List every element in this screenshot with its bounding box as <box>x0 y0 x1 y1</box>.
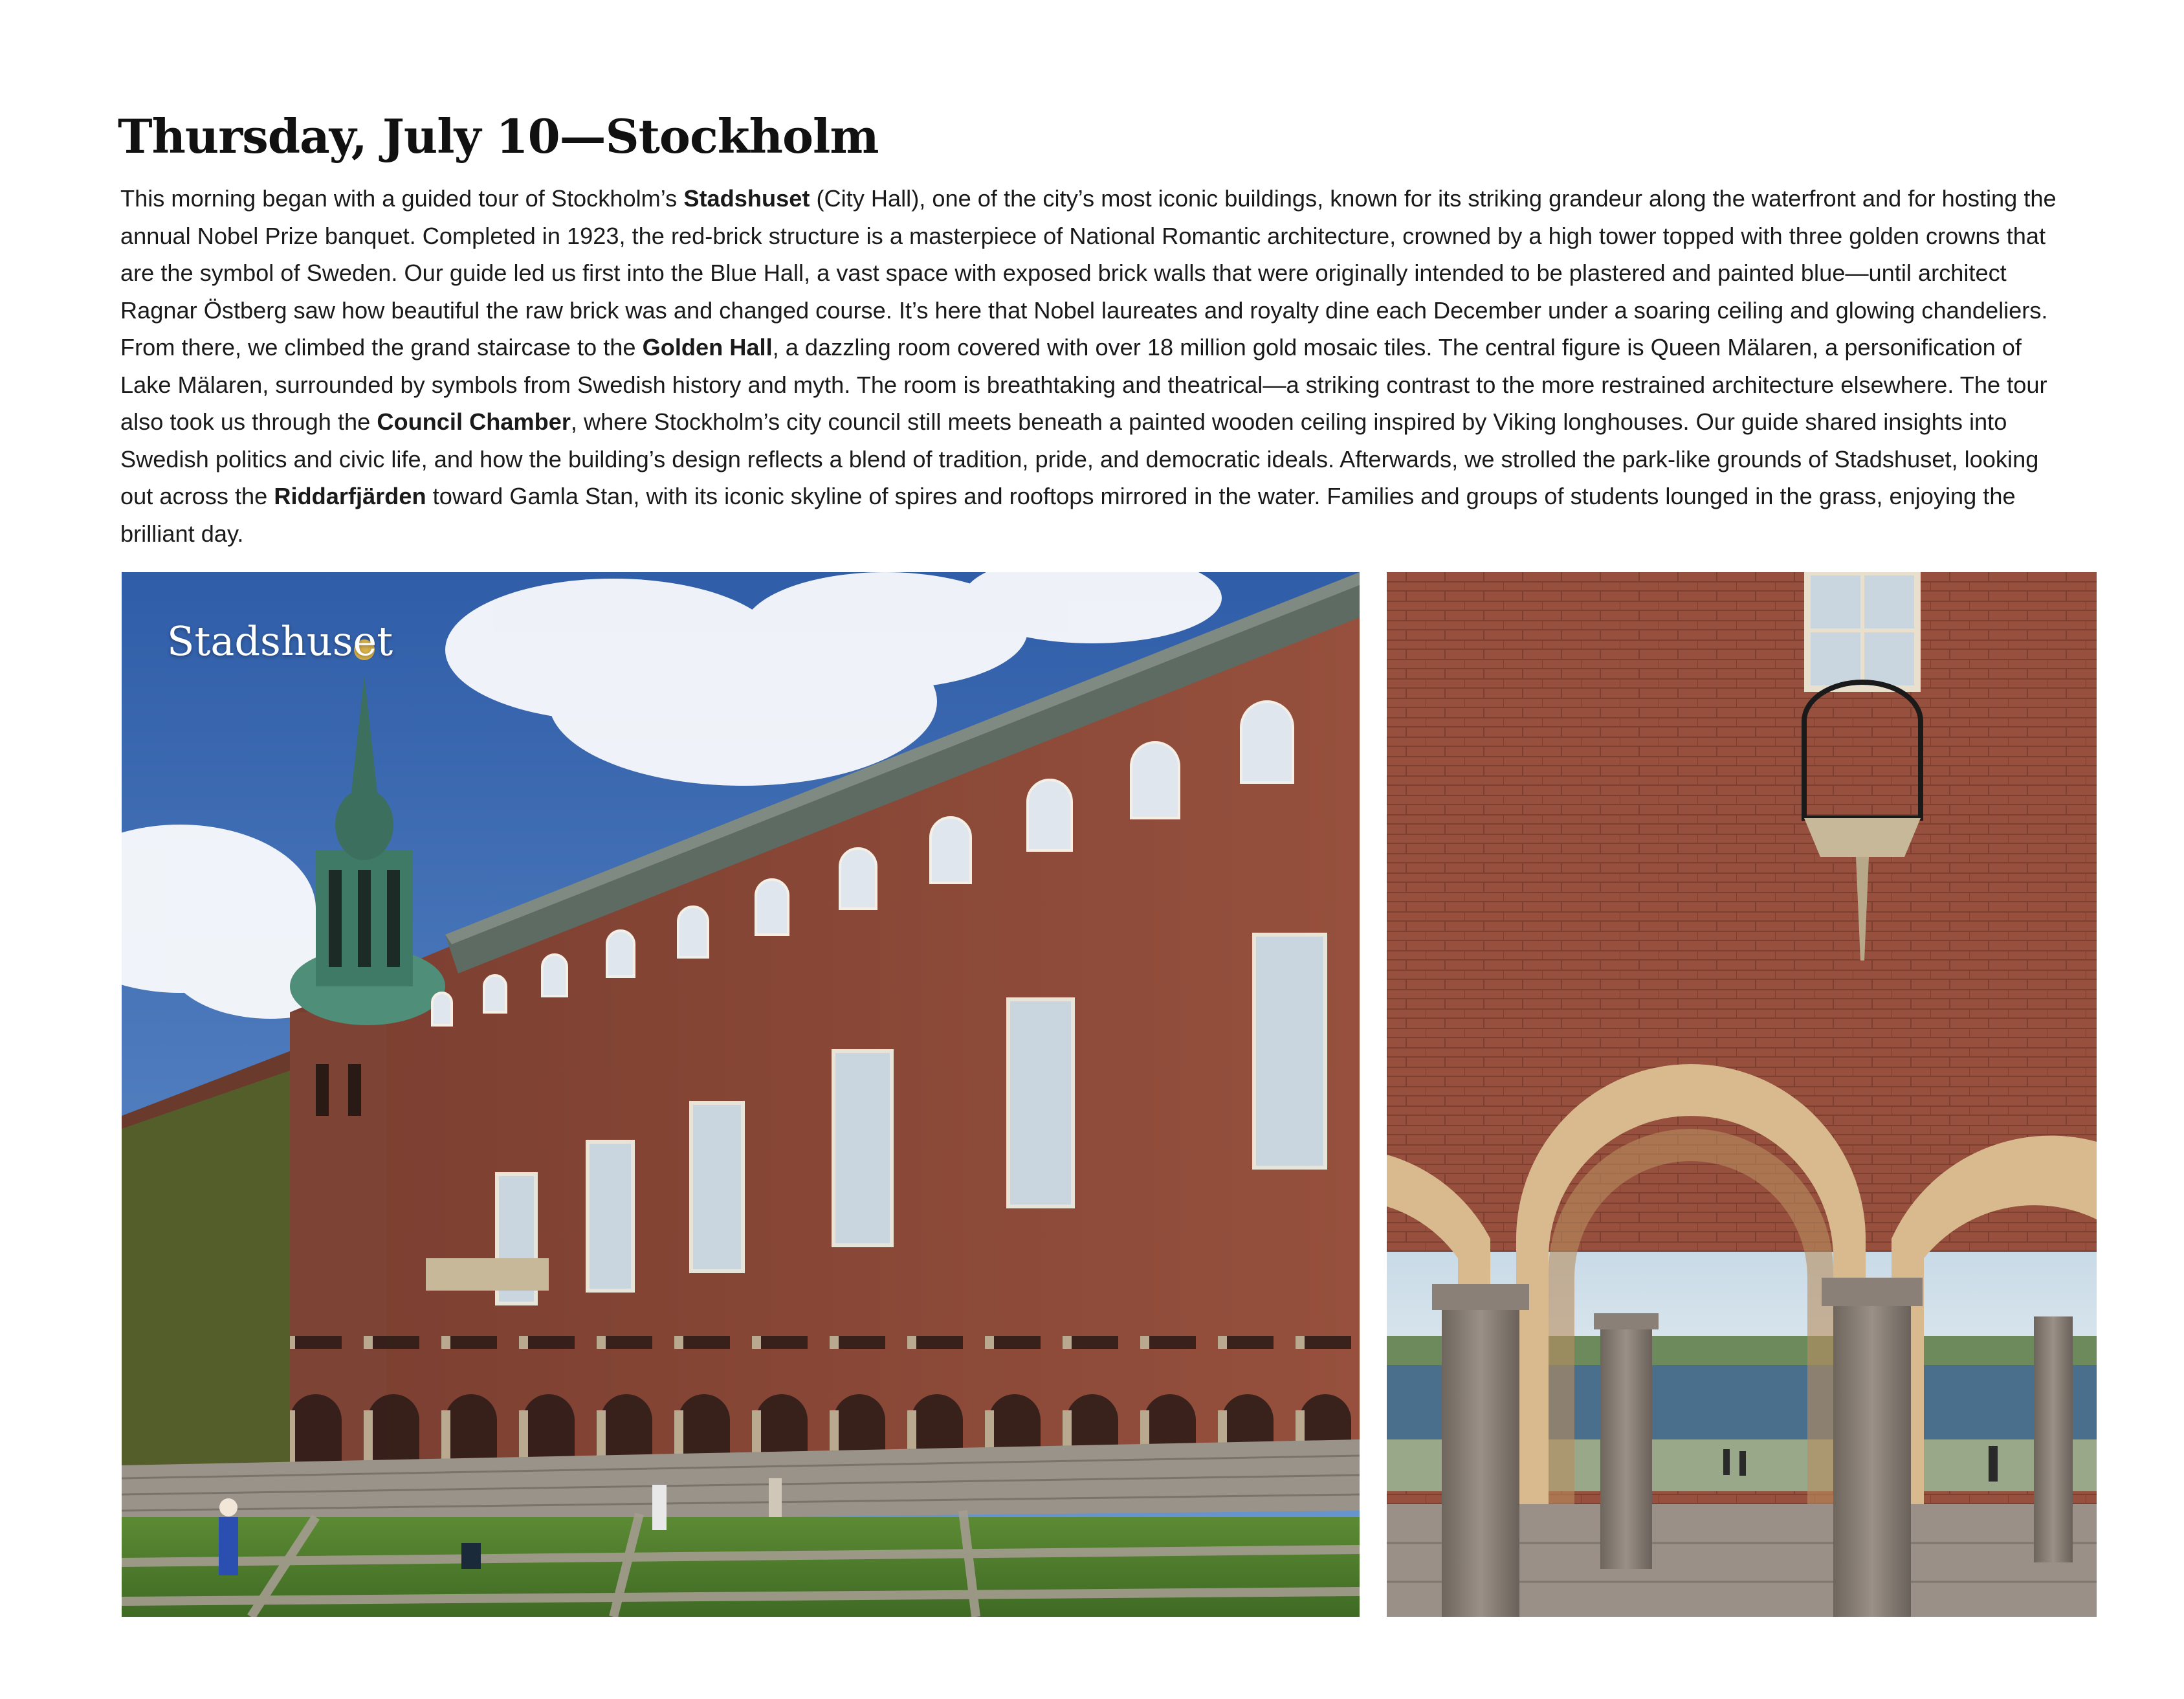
page-title: Thursday, July 10—Stockholm <box>118 109 879 164</box>
photo-caption: Stadshuset <box>167 617 393 665</box>
body-text-bold-stadshuset: Stadshuset <box>683 185 810 212</box>
body-text-segment: (City Hall), one of the city’s most iconic buildings, known for its striking grandeur along the waterfront and for hosting the annual Nobel Prize banquet. Completed in 1923, the red-brick structure is a masterpiece of National Romantic architecture, crowned by a high tower topped with three golden crowns that are the symbol of Sweden. Our guide led us first into the Blue Hall, a vast space with exposed brick walls that were originally intended to be plastered and painted blue—until architect Ragnar Östberg saw how beautiful the raw brick was and changed course. It’s here that Nobel laureates and royalty dine each December under a soaring ceiling and glowing chandeliers. From there, we climbed the grand staircase to the <box>120 185 2057 361</box>
body-text-bold-riddarfjarden: Riddarfjärden <box>274 483 426 509</box>
body-text-segment: , where Stockholm’s city council still meets beneath a painted wooden ceiling inspired by Viking longhouses. Our guide shared insights into Swedish politics and civic life, and how the building’s design reflects a blend of tradition, pride, and democratic ideals. Afterwards, we strolled the park-like grounds of Stadshuset, looking out across the <box>120 408 2039 509</box>
body-text-segment: This morning began with a guided tour of Stockholm’s <box>120 185 684 212</box>
stadshuset-illustration <box>122 572 1360 1617</box>
arcade-illustration <box>1387 572 2097 1617</box>
body-text-segment: toward Gamla Stan, with its iconic skyline of spires and rooftops mirrored in the water. Families and groups of students lounged in the grass, enjoying the brilliant day. <box>120 483 2016 547</box>
body-text-bold-golden-hall: Golden Hall <box>642 334 773 361</box>
body-paragraph <box>120 180 2068 552</box>
body-text-bold-council-chamber: Council Chamber <box>377 408 571 435</box>
arcade-photo <box>1387 572 2097 1617</box>
stadshuset-photo <box>122 572 1360 1617</box>
body-text-segment: , a dazzling room covered with over 18 million gold mosaic tiles. The central figure is Queen Mälaren, a personification of Lake Mälaren, surrounded by symbols from Swedish history and myth. The room is breathtaking and theatrical—a striking contrast to the more restrained architecture elsewhere. The tour also took us through the <box>120 334 2047 435</box>
